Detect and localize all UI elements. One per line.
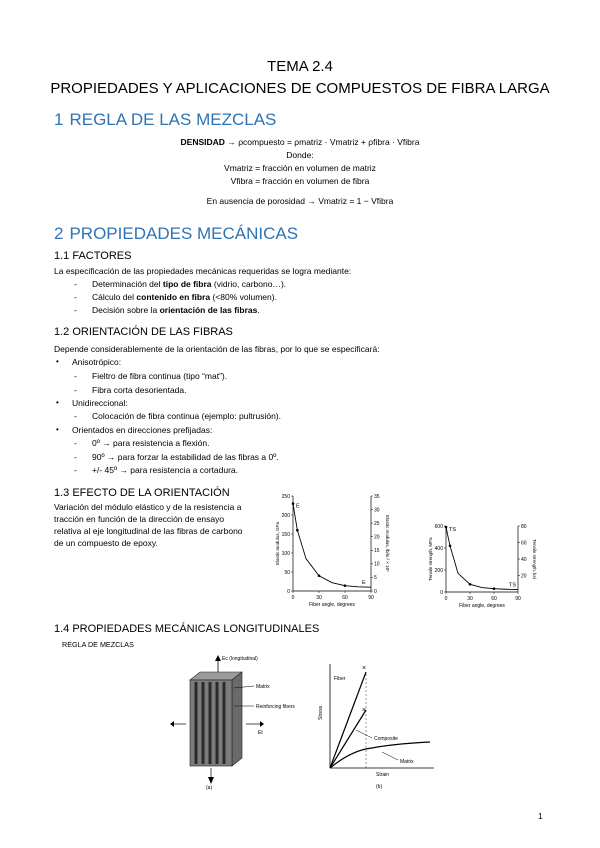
y-right-tick-label: 30	[374, 507, 380, 514]
x-tick-label: 90	[515, 596, 521, 602]
y-right-tick-label: 60	[521, 540, 527, 547]
matrix-label: Matrix	[256, 684, 270, 690]
series-annotation-end: E	[362, 580, 366, 587]
dash-bullet: -	[74, 292, 77, 302]
vmatriz-definition: Vmatriz = fracción en volumen de matriz	[224, 163, 376, 173]
porosity-formula: En ausencia de porosidad → Vmatriz = 1 − Vfibra	[206, 196, 394, 206]
matrix-curve	[330, 742, 430, 768]
factores-intro: La especificación de las propiedades mecánicas requeridas se logra mediante:	[54, 266, 352, 276]
bullet-dot: •	[56, 425, 59, 434]
page-title: PROPIEDADES Y APLICACIONES DE COMPUESTOS DE FIBRA LARGA	[50, 80, 550, 97]
y-right-tick-label: 15	[374, 548, 380, 555]
density-formula: ρcompuesto = ρmatriz · Vmatriz + ρfibra · Vfibra	[238, 137, 420, 147]
subsection-1-2-title: 1.2 ORIENTACIÓN DE LAS FIBRAS	[54, 326, 233, 338]
section-1-number: 1	[54, 110, 64, 129]
page-number: 1	[538, 811, 543, 821]
y-right-tick-label: 20	[521, 573, 527, 580]
orientacion-intro: Depende considerablemente de la orientación de las fibras, por lo que se especificará:	[54, 344, 380, 354]
x-tick-label: 60	[342, 595, 348, 601]
data-point	[449, 545, 452, 548]
x-tick-label: 30	[316, 595, 322, 601]
orientation-item: Fibra corta desorientada.	[92, 385, 187, 395]
orientation-item: 90º → para forzar la estabilidad de las fibras a 0º.	[92, 452, 279, 462]
dash-bullet: -	[74, 279, 77, 289]
y-tick-label: 0	[287, 588, 290, 595]
section-2-title: PROPIEDADES MECÁNICAS	[69, 224, 299, 243]
data-point	[318, 575, 321, 578]
data-point	[296, 529, 299, 532]
y-axis-label: Tensile strength, MPa	[428, 537, 433, 581]
density-label: DENSIDAD →	[180, 137, 236, 147]
y-right-tick-label: 40	[521, 556, 527, 563]
dash-bullet: -	[74, 411, 77, 421]
composite-failure-mark: ×	[362, 707, 367, 714]
figure-a-label: (a)	[206, 785, 213, 790]
dash-bullet: -	[74, 305, 77, 315]
bullet-dot: •	[56, 398, 59, 407]
factor-item: Decisión sobre la orientación de las fibras.	[92, 305, 260, 315]
dash-bullet: -	[74, 465, 77, 475]
x-tick-label: 30	[467, 596, 473, 602]
ec-label: Ec (longitudinal)	[222, 656, 258, 662]
group-label: Anisotrópico:	[72, 357, 122, 367]
y-tick-label: 600	[434, 523, 443, 530]
composite-leader	[356, 730, 372, 738]
y-axis-label-right: Tensile strength, ksi	[532, 539, 537, 579]
y-tick-label: 50	[284, 569, 290, 576]
y-right-tick-label: 80	[521, 523, 527, 530]
y-tick-label: 150	[281, 531, 290, 538]
group-label: Unidireccional:	[72, 398, 128, 408]
x-axis-label: Fiber angle, degrees	[309, 602, 355, 608]
y-tick-label: 200	[281, 512, 290, 519]
fiber-failure-mark: ×	[362, 665, 367, 672]
factor-item: Determinación del tipo de fibra (vidrio, carbono…).	[92, 279, 287, 289]
factor-item: Cálculo del contenido en fibra (<80% volumen).	[92, 292, 277, 302]
topic-label: TEMA 2.4	[267, 58, 333, 75]
section-2-number: 2	[54, 224, 64, 243]
group-label: Orientados en direcciones prefijadas:	[72, 425, 213, 435]
dash-bullet: -	[74, 385, 77, 395]
figure-b-label: (b)	[376, 784, 383, 790]
y-axis-label-right: Elastic modulus, lb/in.² × 10⁶	[385, 514, 390, 573]
x-axis-label: Fiber angle, degrees	[459, 603, 505, 609]
x-tick-label: 0	[444, 596, 448, 602]
et-label: Et	[258, 730, 263, 736]
elastic-modulus-chart	[265, 488, 395, 613]
subsection-1-3-title: 1.3 EFECTO DE LA ORIENTACIÓN	[54, 487, 230, 499]
regla-mezclas-label: REGLA DE MEZCLAS	[62, 640, 134, 649]
x-tick-label: 0	[291, 595, 295, 601]
section-1-heading	[54, 110, 276, 130]
fiber-line	[330, 672, 366, 768]
x-tick-label: 90	[368, 595, 374, 601]
ec-arrow-head	[215, 655, 221, 661]
x-tick-label: 60	[491, 596, 497, 602]
bullet-dot: •	[56, 357, 59, 366]
data-point	[469, 583, 472, 586]
y-tick-label: 100	[281, 550, 290, 557]
orientation-item: Colocación de fibra continua (ejemplo: pultrusión).	[92, 411, 281, 421]
data-point	[445, 526, 448, 529]
series-annotation-end: TS	[509, 582, 517, 589]
stress-strain-figure	[312, 660, 437, 792]
dash-bullet: -	[74, 371, 77, 381]
dash-bullet: -	[74, 438, 77, 448]
section-2-heading	[54, 224, 298, 244]
y-right-tick-label: 20	[374, 534, 380, 541]
series-line	[293, 504, 371, 588]
subsection-1-1-title: 1.1 FACTORES	[54, 250, 132, 262]
data-point	[493, 587, 496, 590]
fiber-label: Fiber	[334, 676, 346, 682]
orientation-item: 0º → para resistencia a flexión.	[92, 438, 210, 448]
orientation-item: Fieltro de fibra continua (tipo “mat”).	[92, 371, 228, 381]
vfibra-definition: Vfibra = fracción en volumen de fibra	[230, 176, 370, 186]
matrix-curve-label: Matrix	[400, 759, 414, 765]
donde-label: Donde:	[286, 150, 314, 160]
block-side-face	[232, 672, 242, 766]
orientation-item: +/- 45º → para resistencia a cortadura.	[92, 465, 239, 475]
dash-bullet: -	[74, 452, 77, 462]
efecto-text: Variación del módulo elástico y de la resistencia a tracción en función de la dirección de ensayo relativa al eje longitudinal de las fibras de carbono de un compuesto de epoxy.	[54, 502, 243, 548]
data-point	[344, 584, 347, 587]
y-tick-label: 250	[281, 493, 290, 500]
tensile-strength-chart	[418, 520, 548, 615]
series-line	[446, 527, 518, 589]
y-right-tick-label: 5	[374, 575, 377, 582]
y-axis-label: Elastic modulus, GPa	[275, 521, 280, 566]
reinforcing-fibers-label: Reinforcing fibers	[256, 704, 295, 710]
subsection-1-4-title: 1.4 PROPIEDADES MECÁNICAS LONGITUDINALES	[54, 623, 320, 635]
y-right-tick-label: 0	[374, 588, 377, 595]
y-right-tick-label: 25	[374, 520, 380, 527]
y-tick-label: 400	[434, 545, 443, 552]
stress-label: Stress	[318, 705, 324, 720]
composite-label: Composite	[374, 736, 398, 742]
series-annotation-start: E	[296, 503, 300, 510]
series-annotation-start: TS	[449, 527, 457, 534]
y-right-tick-label: 35	[374, 493, 380, 500]
strain-label: Strain	[376, 772, 390, 778]
y-tick-label: 200	[434, 567, 443, 574]
y-tick-label: 0	[440, 589, 443, 596]
matrix-leader	[382, 752, 398, 760]
section-1-title: REGLA DE LAS MEZCLAS	[69, 110, 277, 129]
density-line	[0, 137, 600, 147]
data-point	[292, 502, 295, 505]
composite-block-figure	[170, 650, 320, 790]
y-right-tick-label: 10	[374, 561, 380, 568]
